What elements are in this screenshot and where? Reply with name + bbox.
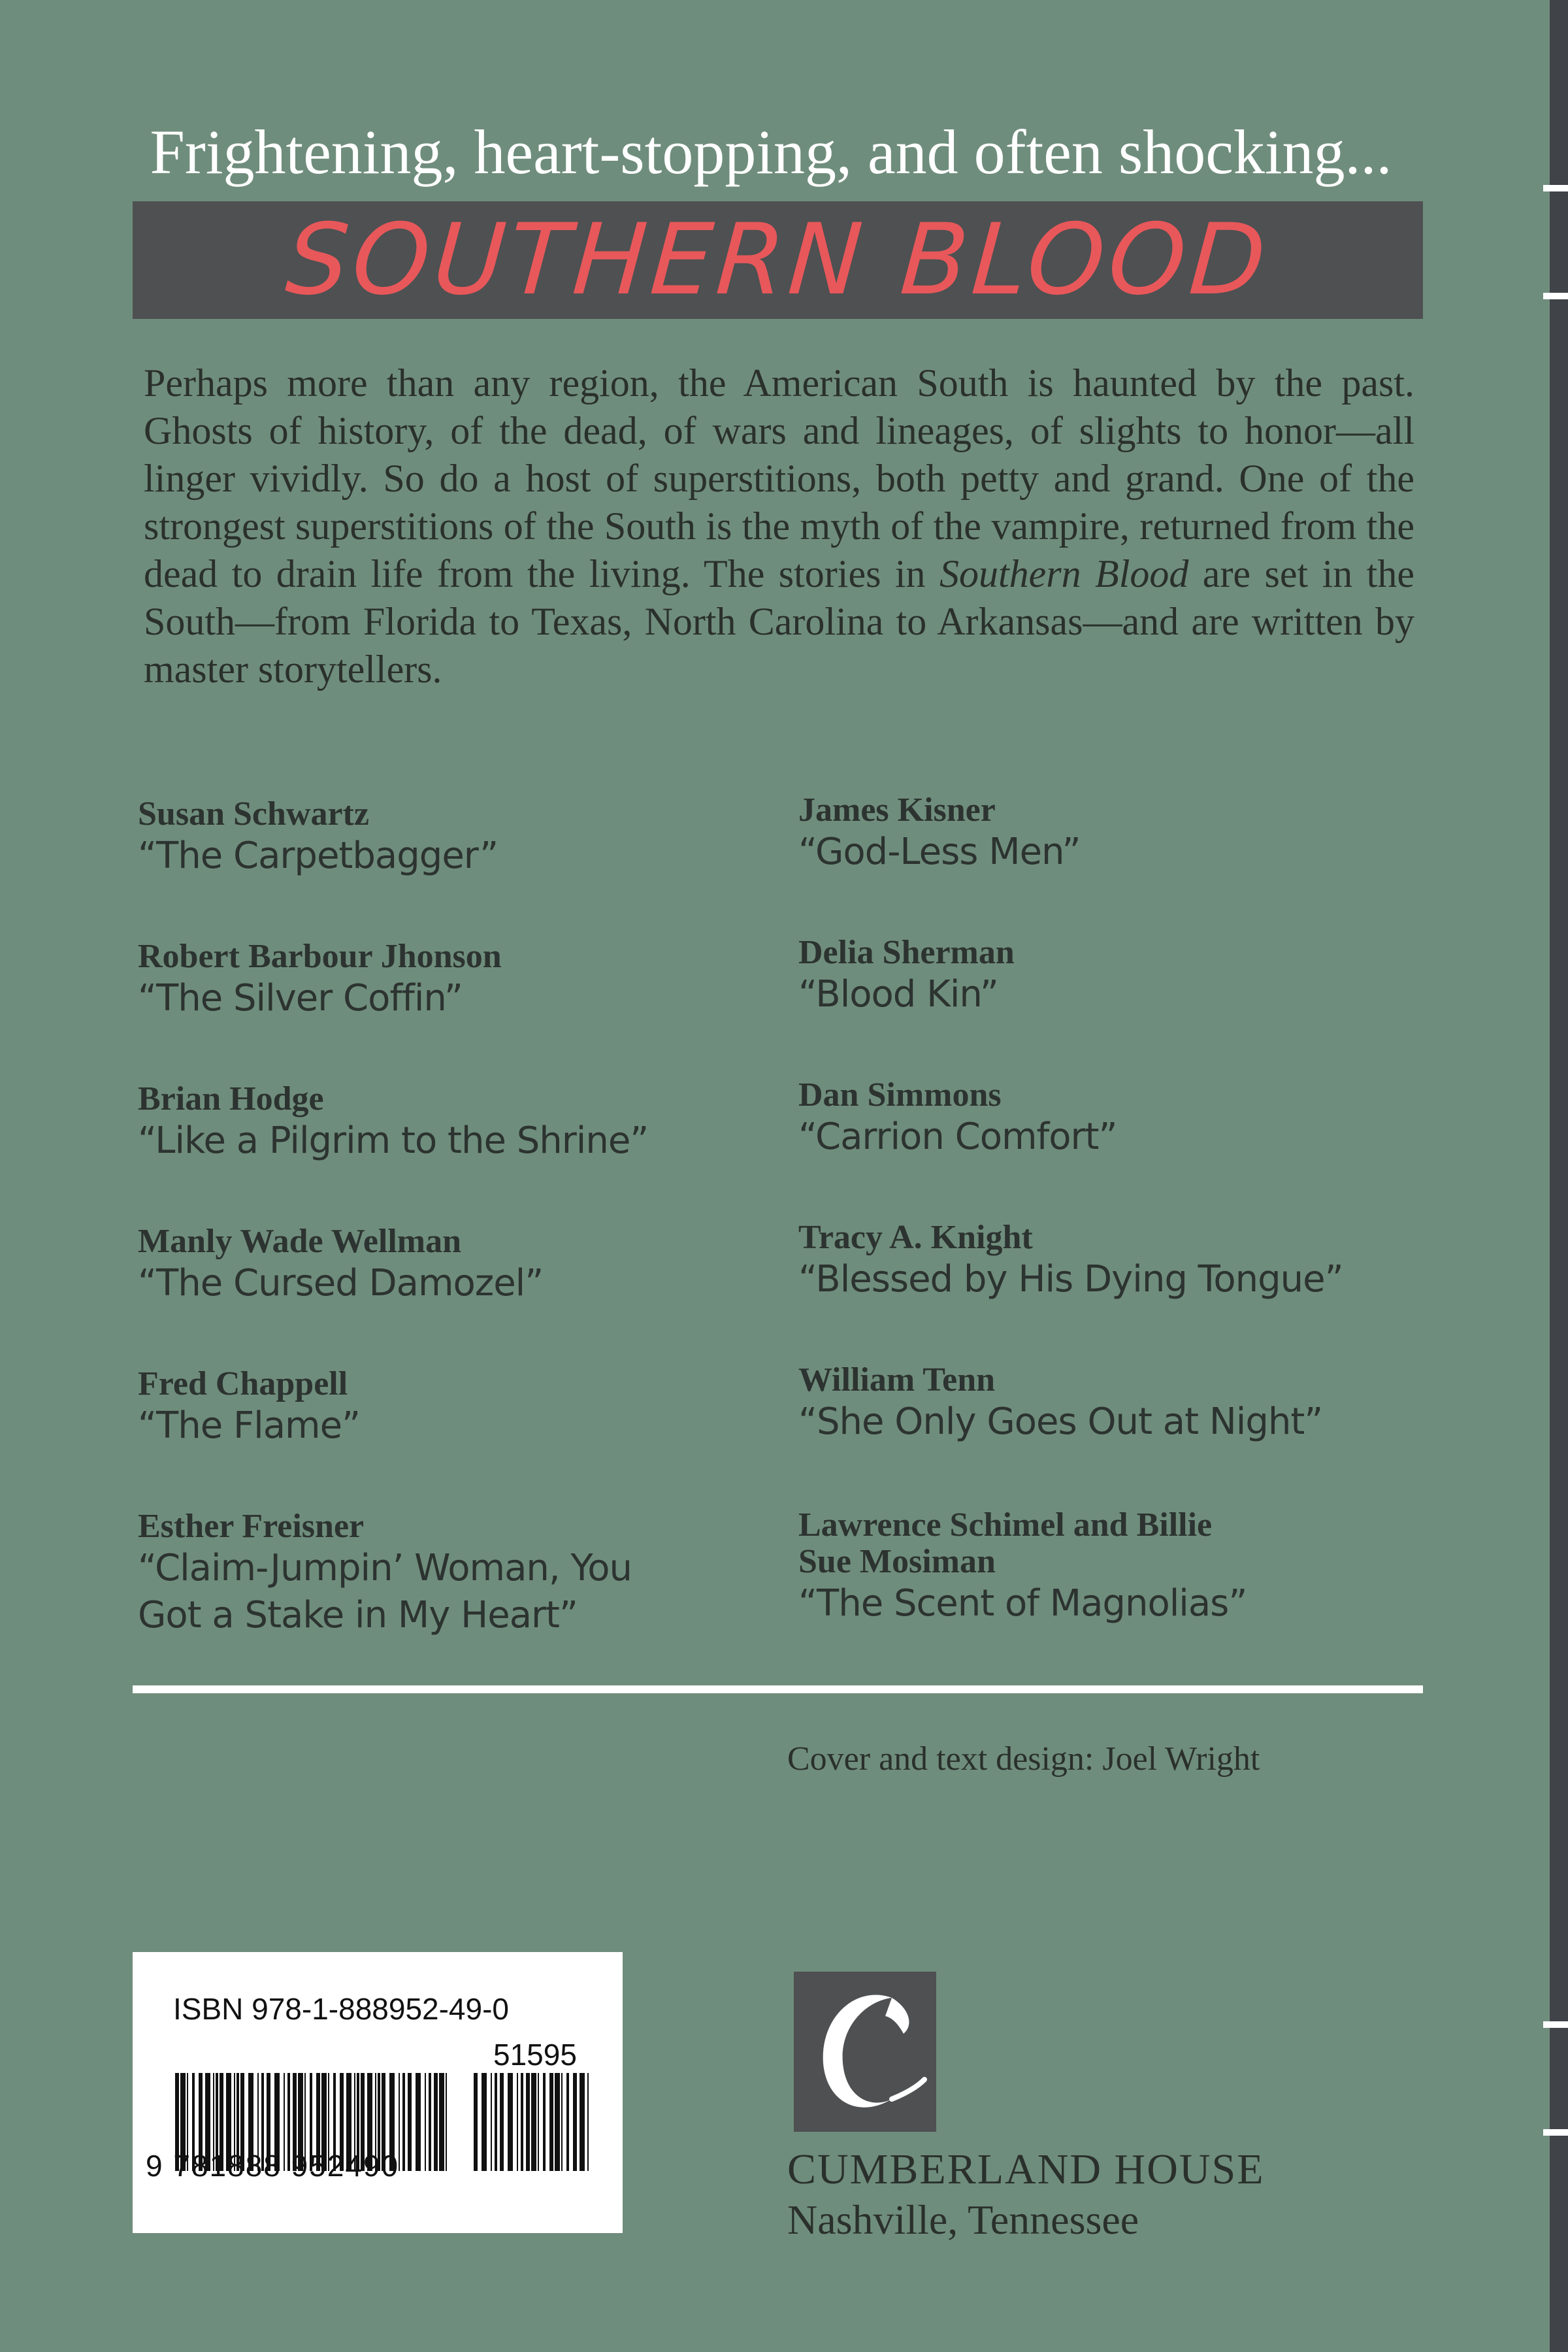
- story-author: James Kisner: [798, 791, 996, 829]
- divider-rule: [133, 1685, 1423, 1693]
- barcode-bar: [495, 2073, 497, 2171]
- barcode-bar: [491, 2073, 492, 2171]
- title-band: [133, 201, 1423, 319]
- spine-edge: [1550, 0, 1568, 2352]
- barcode-digits: 9 781888 952490: [146, 2149, 400, 2183]
- barcode-bar: [561, 2073, 563, 2171]
- story-title: “Blood Kin”: [798, 973, 998, 1016]
- story-entry: [798, 1362, 1452, 1446]
- story-entry: [798, 1219, 1452, 1303]
- barcode-bar: [549, 2073, 553, 2171]
- story-title: “Blessed by His Dying Tongue”: [798, 1258, 1343, 1300]
- story-author: Delia Sherman: [798, 934, 1015, 971]
- barcode-bar: [439, 2073, 444, 2171]
- story-entry: [798, 1077, 1452, 1161]
- story-entry: [138, 1223, 791, 1307]
- story-title: “Like a Pilgrim to the Shrine”: [138, 1119, 649, 1162]
- barcode-bar: [416, 2073, 421, 2171]
- barcode-bar: [555, 2073, 560, 2171]
- story-entry: [138, 938, 791, 1022]
- barcode-bar: [517, 2073, 518, 2171]
- barcode-bar: [508, 2073, 513, 2171]
- barcode-bar: [531, 2073, 536, 2171]
- story-title: “The Flame”: [138, 1404, 361, 1447]
- barcode-bar: [526, 2073, 530, 2171]
- story-author: Robert Barbour Jhonson: [138, 938, 502, 975]
- barcode-bar: [587, 2073, 589, 2171]
- blurb-text: are set in the South—from Florida to Texas, North Carolina to Arkansas—and are written by master storytellers.: [144, 552, 1414, 691]
- barcode-bar: [425, 2073, 426, 2171]
- price-code: 51595: [493, 2038, 577, 2072]
- spine-tick-mark: [1543, 2021, 1568, 2028]
- story-entry: [798, 1507, 1256, 1627]
- barcode-bar: [402, 2073, 405, 2171]
- story-title: “Claim-Jumpin’ Woman, You Got a Stake in My Heart”: [138, 1547, 632, 1636]
- story-author: William Tenn: [798, 1361, 996, 1399]
- story-title: “She Only Goes Out at Night”: [798, 1400, 1323, 1443]
- story-title: “The Scent of Magnolias”: [798, 1582, 1247, 1625]
- blurb-text: Perhaps more than any region, the American South is haunted by the past. Ghosts of history, of the dead, of wars and lineages, of slights to honor—all linger vividly. So do a host of superstitions, both petty and grand. One of the strongest superstitions of the South is the myth of the vampire, returned from the dead to drain life from the living. The stories in: [144, 361, 1414, 595]
- logo-c-icon: [794, 1972, 936, 2132]
- book-title: SOUTHERN BLOOD: [282, 203, 1273, 317]
- story-author: Esther Freisner: [138, 1508, 365, 1545]
- design-credit: Cover and text design: Joel Wright: [787, 1740, 1260, 1778]
- publisher-name: CUMBERLAND HOUSE: [787, 2145, 1265, 2193]
- spine-tick-mark: [1543, 2129, 1568, 2136]
- barcode-bar: [474, 2073, 478, 2171]
- story-entry: [798, 792, 1452, 876]
- publisher-location: Nashville, Tennessee: [787, 2196, 1139, 2243]
- barcode-bar: [573, 2073, 577, 2171]
- barcode-bar: [500, 2073, 504, 2171]
- barcode-bar: [543, 2073, 546, 2171]
- barcode-bar: [408, 2073, 412, 2171]
- story-entry: [798, 935, 1452, 1018]
- story-title: “The Cursed Damozel”: [138, 1262, 544, 1304]
- isbn-barcode: [133, 1952, 623, 2233]
- publisher-logo: [794, 1972, 936, 2132]
- barcode-bar: [580, 2073, 585, 2171]
- blurb: [144, 359, 1414, 693]
- isbn-number: ISBN 978-1-888952-49-0: [173, 1992, 509, 2026]
- spine-tick-mark: [1543, 185, 1568, 191]
- barcode-bar: [434, 2073, 438, 2171]
- story-title: “The Silver Coffin”: [138, 977, 463, 1019]
- story-author: Manly Wade Wellman: [138, 1223, 462, 1260]
- spine-tick-mark: [1543, 293, 1568, 299]
- barcode-bar: [521, 2073, 523, 2171]
- barcode-bar: [482, 2073, 487, 2171]
- tagline: Frightening, heart-stopping, and often shocking...: [150, 117, 1392, 187]
- story-entry: [138, 1081, 791, 1165]
- barcode-bar: [566, 2073, 569, 2171]
- story-title: “Carrion Comfort”: [798, 1116, 1117, 1158]
- story-entry: [138, 796, 791, 880]
- story-title: “The Carpetbagger”: [138, 835, 498, 877]
- story-title: “God-Less Men”: [798, 831, 1081, 873]
- story-entry: [138, 1508, 661, 1639]
- barcode-bar: [538, 2073, 539, 2171]
- story-author: Fred Chappell: [138, 1365, 348, 1402]
- story-author: Dan Simmons: [798, 1076, 1002, 1114]
- story-entry: [138, 1366, 791, 1449]
- story-author: Tracy A. Knight: [798, 1219, 1033, 1256]
- barcode-addon-bars: [474, 2073, 591, 2171]
- story-author: Lawrence Schimel and Billie Sue Mosiman: [798, 1506, 1213, 1580]
- story-author: Brian Hodge: [138, 1080, 324, 1118]
- barcode-bar: [429, 2073, 431, 2171]
- story-author: Susan Schwartz: [138, 795, 369, 833]
- barcode-bar: [446, 2073, 447, 2171]
- blurb-book-title: Southern Blood: [939, 552, 1189, 595]
